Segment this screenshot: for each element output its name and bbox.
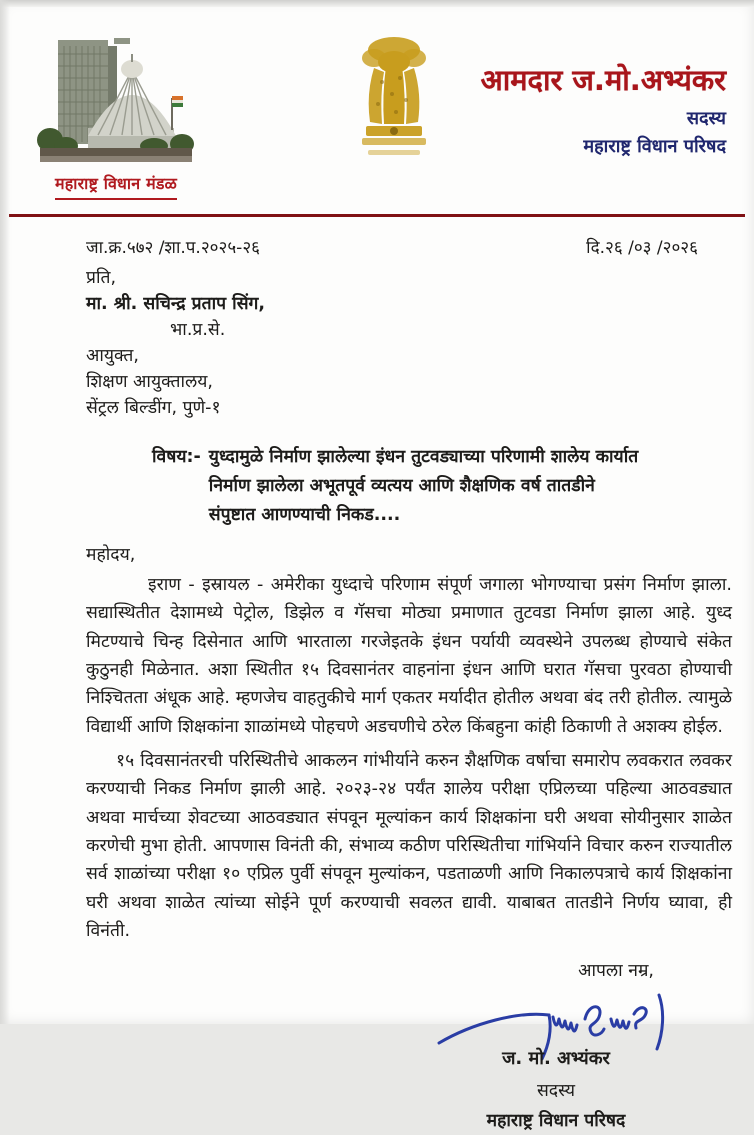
subject-text <box>209 444 638 531</box>
recipient-designation: आयुक्त, <box>86 345 139 366</box>
letterhead-titles <box>448 30 736 158</box>
recipient-block <box>86 266 732 421</box>
subject-line-2: निर्माण झालेला अभूतपूर्व व्यत्यय आणि शैक्षणिक वर्ष तातडीने <box>208 475 595 496</box>
logo-caption: महाराष्ट्र विधान मंडळ <box>55 172 177 200</box>
recipient-address: सेंट्रल बिल्डींग, पुणे-१ <box>86 397 221 418</box>
signatory-name: ज. मो. अभ्यंकर <box>502 1048 610 1070</box>
signatory-organization: महाराष्ट्र विधान परिषद <box>486 1111 626 1132</box>
subject-block <box>152 444 672 531</box>
closing-phrase: आपला नम्र, <box>578 961 654 982</box>
mla-designation: सदस्य <box>686 108 726 130</box>
legislature-logo <box>16 30 216 200</box>
scan-edge-left <box>0 0 10 1024</box>
body-paragraph-2: १५ दिवसानंतरची परिस्थितीचे आकलन गांभीर्याने करुन शैक्षणिक वर्षाचा समारोप लवकरात लवकर करण्याची निकड निर्माण झाली आहे. २०२३-२४ पर्यंत शालेय परीक्षा एप्रिलच्या पहिल्या आठवड्यात अथवा मार्चच्या शेवटच्या आठवड्यात संपवून मूल्यांकन कार्य शिक्षकांना घरी अथवा सोयीनुसार शाळेत करणेची मुभा होती. आपणास विनंती की, संभाव्य कठीण परिस्थितीचा गांभिर्याने विचार करुन राज्यातील सर्व शाळांच्या परीक्षा १० एप्रिल पुर्वी संपवून मुल्यांकन, पडताळणी आणि निकालपत्राचे कार्य शिक्षकांना घरी अथवा शाळेत त्यांच्या सोईने पूर्ण करण्याची सवलत द्यावी. याबाबत तातडीने निर्णय घ्यावा, ही विनंती. <box>86 750 732 942</box>
recipient-office: शिक्षण आयुक्तालय, <box>86 371 213 392</box>
vidhan-bhavan-building-icon <box>36 36 196 168</box>
salutation: महोदय, <box>86 544 136 565</box>
subject-line-3: संपुष्टात आणण्याची निकड.... <box>208 504 401 525</box>
letterhead <box>0 0 754 200</box>
ashoka-emblem-icon <box>344 30 448 166</box>
body-paragraph-1: इराण - इस्रायल - अमेरीका युध्दाचे परिणाम संपूर्ण जगाला भोगण्याचा प्रसंग निर्माण झाला. सद्यास्थितीत देशामध्ये पेट्रोल, डिझेल व गॅसचा मोठ्या प्रमाणात तुटवडा निर्माण झाला आहे. युध्द मिटण्याचे चिन्ह दिसेनात आणि भारताला गरजेइतके इंधन पर्यायी व्यवस्थेने उपलब्ध होण्याचे संकेत कुठुनही मिळेनात. अशा स्थितीत १५ दिवसानंतर वाहनांना इंधन आणि घरात गॅसचा पुरवठा होण्याची निश्चितता अंधूक आहे. म्हणजेच वाहतुकीचे मार्ग एकतर मर्यादीत होतील अथवा बंद तरी होतील. त्यामुळे विद्यार्थी आणि शिक्षकांना शाळांमध्ये पोहचणे अडचणीचे ठरेल किंबहुना कांही ठिकाणी ते अशक्य होईल. <box>86 574 732 737</box>
reference-number: जा.क्र.५७२ /शा.प.२०२५-२६ <box>86 238 260 258</box>
subject-label: विषय:- <box>152 446 201 467</box>
signatory-designation: सदस्य <box>536 1081 576 1102</box>
recipient-to-label: प्रति, <box>86 268 117 289</box>
signature-block <box>406 987 706 1135</box>
recipient-service: भा.प्र.से. <box>170 319 226 340</box>
recipient-name: मा. श्री. सचिन्द्र प्रताप सिंग, <box>86 294 266 315</box>
scan-edge-top <box>0 0 754 7</box>
letter-content <box>0 217 754 1135</box>
mla-organization: महाराष्ट्र विधान परिषद <box>583 136 726 158</box>
reference-row <box>86 235 732 262</box>
subject-line-1: युध्दामुळे निर्माण झालेल्या इंधन तुटवड्याच्या परिणामी शालेय कार्यात <box>208 446 639 467</box>
letter-date: दि.२६ /०३ /२०२६ <box>586 238 698 258</box>
ashoka-lion-capital-icon <box>344 34 444 162</box>
mla-name: आमदार ज.मो.अभ्यंकर <box>480 63 726 97</box>
